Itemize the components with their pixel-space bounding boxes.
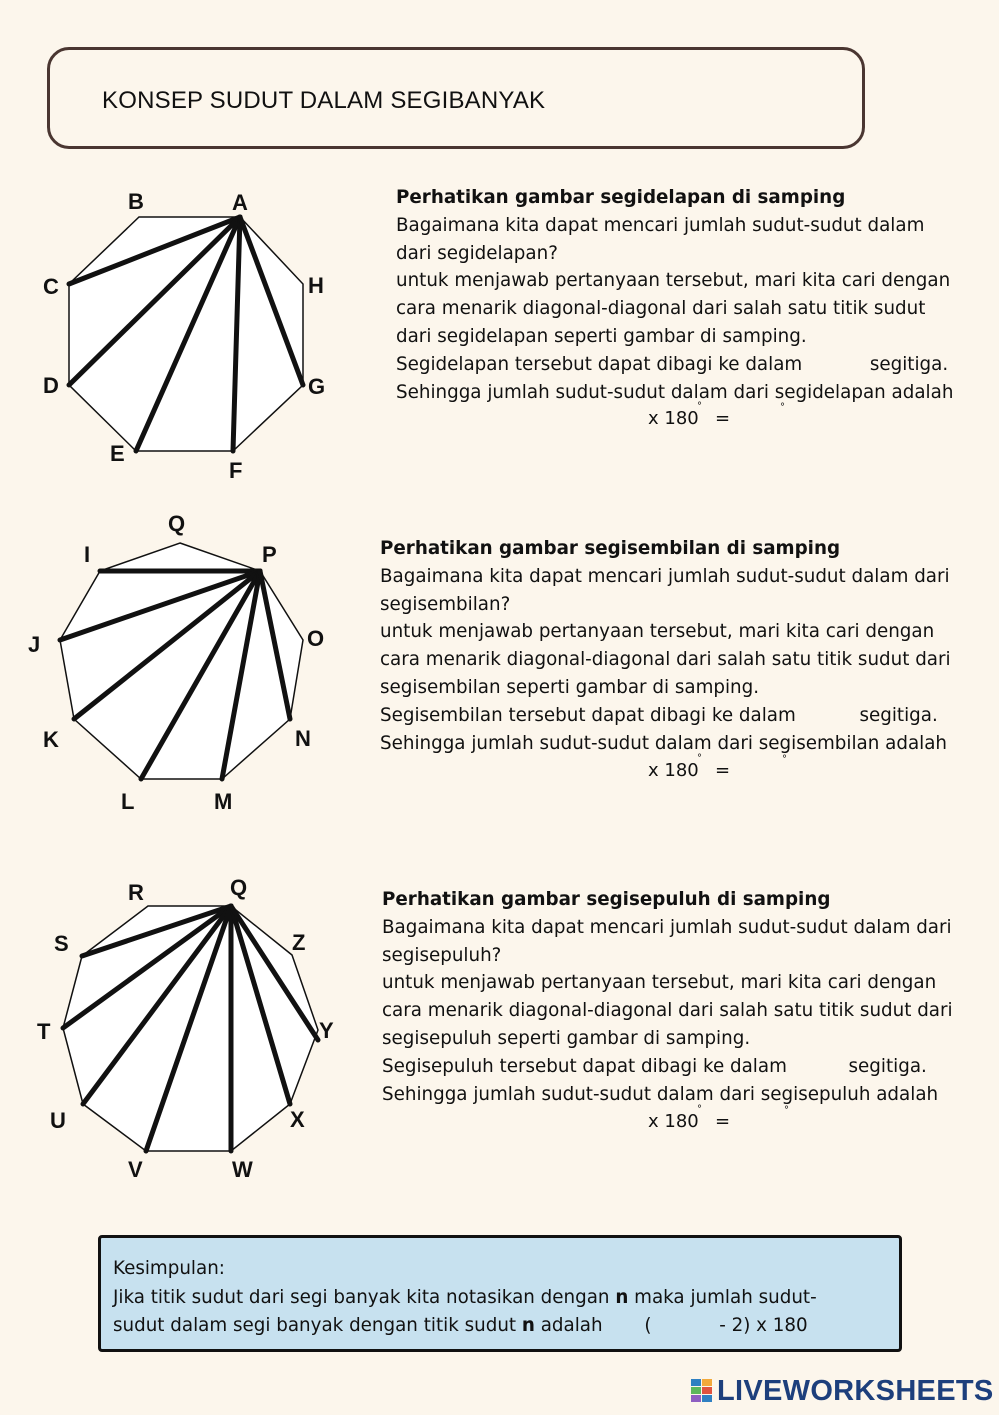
text-line: Bagaimana kita dapat mencari jumlah sudut-sudut dalam <box>396 214 925 236</box>
equals-sign: = <box>715 760 731 781</box>
text-line: cara menarik diagonal-diagonal dari salah satu titik sudut dari <box>380 649 951 671</box>
vertex-label-K: K <box>43 727 59 752</box>
divide-prefix: Segisepuluh tersebut dapat dibagi ke dalam <box>382 1055 787 1077</box>
vertex-label-Q: Q <box>168 511 186 536</box>
decagon-calc <box>648 1111 699 1132</box>
degree-symbol: ° <box>697 753 702 764</box>
degree-symbol: ° <box>697 401 702 412</box>
vertex-label-Y: Y <box>319 1018 334 1043</box>
degree-symbol: ° <box>782 754 787 765</box>
text-line: Bagaimana kita dapat mencari jumlah sudut-sudut dalam dari <box>380 565 950 587</box>
nonagon-figure <box>25 505 360 820</box>
vertex-label-U: U <box>50 1108 66 1133</box>
liveworksheets-logo-text: LIVEWORKSHEETS <box>717 1374 994 1407</box>
section-heading: Perhatikan gambar segisembilan di samping <box>380 538 841 559</box>
vertex-label-G: G <box>308 374 326 399</box>
text-line: untuk menjawab pertanyaan tersebut, mari kita cari dengan <box>396 270 951 292</box>
section-heading: Perhatikan gambar segisepuluh di samping <box>382 889 831 910</box>
sum-line: Sehingga jumlah sudut-sudut dalam dari segisembilan adalah <box>380 732 948 754</box>
nonagon-calc <box>648 760 699 781</box>
conclusion-text: adalah <box>534 1315 603 1336</box>
calc-text: x 180 <box>648 1111 699 1132</box>
vertex-label-T: T <box>37 1019 51 1044</box>
octagon-text <box>396 184 953 406</box>
text-line: cara menarik diagonal-diagonal dari salah satu titik sudut dari <box>382 1000 953 1022</box>
liveworksheets-logo <box>691 1376 994 1406</box>
degree-symbol: ° <box>784 1105 789 1116</box>
divide-prefix: Segisembilan tersebut dapat dibagi ke dalam <box>380 704 796 726</box>
vertex-label-P: P <box>262 542 277 567</box>
vertex-label-S: S <box>54 931 69 956</box>
calc-text: x 180 <box>648 760 699 781</box>
equals-sign: = <box>715 1111 731 1132</box>
conclusion-text: maka jumlah sudut- <box>628 1286 817 1308</box>
text-line: dari segidelapan? <box>396 242 558 264</box>
degree-symbol: ° <box>697 1104 702 1115</box>
divide-prefix: Segidelapan tersebut dapat dibagi ke dalam <box>396 353 803 375</box>
text-line: cara menarik diagonal-diagonal dari salah satu titik sudut <box>396 298 926 320</box>
vertex-label-E: E <box>110 441 125 466</box>
octagon-sum-answer-slot[interactable] <box>730 408 780 430</box>
text-line: untuk menjawab pertanyaan tersebut, mari kita cari dengan <box>382 972 937 994</box>
vertex-label-H: H <box>308 273 324 298</box>
vertex-label-C: C <box>43 274 59 299</box>
divide-line <box>382 1053 953 1081</box>
title-box <box>47 47 865 149</box>
conclusion-line-2 <box>113 1312 887 1341</box>
vertex-label-Z: Z <box>292 930 306 955</box>
divide-line <box>380 702 951 730</box>
decagon-figure <box>30 870 350 1190</box>
vertex-label-A: A <box>232 190 248 215</box>
variable-n: n <box>615 1286 629 1308</box>
text-line: segisepuluh? <box>382 944 502 966</box>
divide-suffix: segitiga. <box>859 704 938 726</box>
text-line: dari segidelapan seperti gambar di samping. <box>396 325 807 347</box>
formula-open-paren: ( <box>644 1315 652 1336</box>
vertex-label-M: M <box>214 789 233 814</box>
divide-line <box>396 351 953 379</box>
vertex-label-R: R <box>128 880 144 905</box>
vertex-label-N: N <box>295 726 311 751</box>
nonagon-sum-answer-slot[interactable] <box>730 760 780 782</box>
liveworksheets-logo-icon <box>691 1379 713 1403</box>
vertex-label-I: I <box>84 542 91 567</box>
conclusion-heading: Kesimpulan: <box>113 1258 225 1279</box>
vertex-label-J: J <box>28 632 41 657</box>
page-title: KONSEP SUDUT DALAM SEGIBANYAK <box>102 87 546 114</box>
vertex-label-Q: Q <box>230 875 248 900</box>
nonagon-text <box>380 535 951 757</box>
conclusion-box <box>98 1235 902 1352</box>
octagon-calc <box>648 408 699 429</box>
vertex-label-L: L <box>121 789 135 814</box>
text-line: segisembilan seperti gambar di samping. <box>380 676 760 698</box>
sum-line: Sehingga jumlah sudut-sudut dalam dari segidelapan adalah <box>396 381 954 403</box>
calc-text: x 180 <box>648 408 699 429</box>
conclusion-text: Jika titik sudut dari segi banyak kita notasikan dengan <box>113 1286 616 1308</box>
vertex-label-F: F <box>229 458 243 483</box>
text-line: untuk menjawab pertanyaan tersebut, mari kita cari dengan <box>380 621 935 643</box>
vertex-label-D: D <box>43 373 59 398</box>
text-line: segisembilan? <box>380 593 511 615</box>
divide-suffix: segitiga. <box>848 1055 927 1077</box>
formula-text: - 2) x 180 <box>719 1315 808 1336</box>
vertex-label-O: O <box>307 626 325 651</box>
text-line: segisepuluh seperti gambar di samping. <box>382 1027 751 1049</box>
degree-symbol: ° <box>780 402 785 413</box>
nonagon-shape <box>60 543 303 779</box>
section-heading: Perhatikan gambar segidelapan di samping <box>396 187 846 208</box>
decagon-sum-answer-slot[interactable] <box>730 1111 780 1133</box>
variable-n: n <box>521 1315 535 1336</box>
vertex-label-X: X <box>290 1107 305 1132</box>
vertex-label-W: W <box>232 1157 253 1182</box>
conclusion-line-1 <box>113 1284 887 1313</box>
vertex-label-B: B <box>128 189 144 214</box>
decagon-text <box>382 886 953 1108</box>
conclusion-text: sudut dalam segi banyak dengan titik sudut <box>113 1315 522 1336</box>
octagon-figure <box>30 180 360 490</box>
divide-suffix: segitiga. <box>869 353 949 375</box>
sum-line: Sehingga jumlah sudut-sudut dalam dari segisepuluh adalah <box>382 1083 939 1105</box>
vertex-label-V: V <box>128 1157 143 1182</box>
text-line: Bagaimana kita dapat mencari jumlah sudut-sudut dalam dari <box>382 916 952 938</box>
equals-sign: = <box>715 408 731 429</box>
